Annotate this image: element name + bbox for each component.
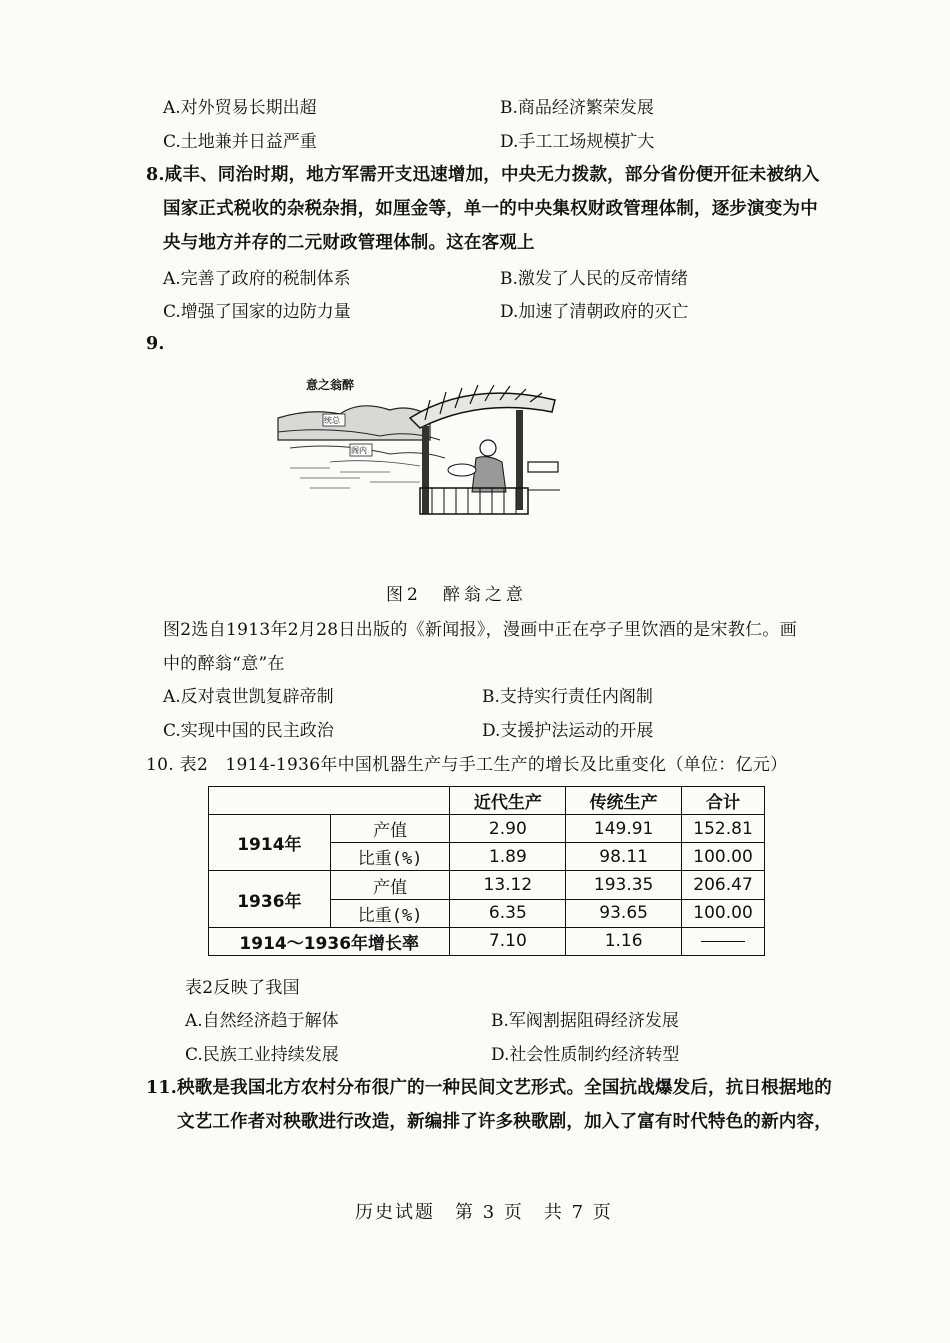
cartoon-label-2: 阁内 bbox=[351, 446, 367, 455]
cell: 100.00 bbox=[682, 899, 765, 927]
table-row bbox=[209, 927, 765, 955]
q11-stem-line1: 11.秧歌是我国北方农村分布很广的一种民间文艺形式。全国抗战爆发后，抗日根据地的 bbox=[146, 1078, 832, 1098]
cell-empty-dash bbox=[682, 927, 765, 955]
q10-option-a: A.自然经济趋于解体 bbox=[185, 1011, 339, 1031]
q10-option-c: C.民族工业持续发展 bbox=[185, 1045, 339, 1065]
q9-option-a: A.反对袁世凯复辟帝制 bbox=[163, 687, 334, 707]
q8-option-d: D.加速了清朝政府的灭亡 bbox=[500, 302, 689, 322]
q8-stem-line3: 央与地方并存的二元财政管理体制。这在客观上 bbox=[163, 233, 535, 253]
row-label-value: 产值 bbox=[330, 871, 450, 899]
q8-stem-line1: 8.咸丰、同治时期，地方军需开支迅速增加，中央无力拨款，部分省份便开征未被纳入 bbox=[146, 165, 820, 185]
cell: 13.12 bbox=[450, 871, 566, 899]
q9-option-c: C.实现中国的民主政治 bbox=[163, 721, 334, 741]
row-label-ratio: 比重(%) bbox=[330, 843, 450, 871]
cell: 2.90 bbox=[450, 815, 566, 843]
q11-stem-line2: 文艺工作者对秧歌进行改造，新编排了许多秧歌剧，加入了富有时代特色的新内容， bbox=[177, 1112, 832, 1132]
q7-option-a: A.对外贸易长期出超 bbox=[163, 98, 317, 118]
q10-option-d: D.社会性质制约经济转型 bbox=[491, 1045, 680, 1065]
q7-option-c: C.土地兼并日益严重 bbox=[163, 132, 317, 152]
cell: 6.35 bbox=[450, 899, 566, 927]
q8-option-c: C.增强了国家的边防力量 bbox=[163, 302, 351, 322]
q8-option-b: B.激发了人民的反帝情绪 bbox=[500, 269, 688, 289]
q9-stem-line2: 中的醉翁“意”在 bbox=[163, 654, 285, 674]
table-row bbox=[209, 871, 765, 899]
row-year-1914: 1914年 bbox=[209, 815, 331, 871]
cell: 93.65 bbox=[566, 899, 682, 927]
cell: 1.16 bbox=[566, 927, 682, 955]
q10-title: 10. 表2 1914-1936年中国机器生产与手工生产的增长及比重变化（单位：亿元） bbox=[146, 755, 788, 775]
row-label-value: 产值 bbox=[330, 815, 450, 843]
row-growth-label: 1914～1936年增长率 bbox=[209, 927, 450, 955]
q8-option-a: A.完善了政府的税制体系 bbox=[163, 269, 351, 289]
cell: 98.11 bbox=[566, 843, 682, 871]
q7-option-b: B.商品经济繁荣发展 bbox=[500, 98, 654, 118]
dash-mark bbox=[701, 941, 745, 942]
col-total: 合计 bbox=[682, 787, 765, 815]
q8-stem-line2: 国家正式税收的杂税杂捐，如厘金等，单一的中央集权财政管理体制，逐步演变为中 bbox=[163, 199, 818, 219]
table-row bbox=[209, 815, 765, 843]
q10-option-b: B.军阀割据阻碍经济发展 bbox=[491, 1011, 679, 1031]
q9-option-b: B.支持实行责任内阁制 bbox=[482, 687, 653, 707]
row-label-ratio: 比重(%) bbox=[330, 899, 450, 927]
figure-caption: 图2 醉翁之意 bbox=[386, 585, 527, 605]
cartoon-drawing bbox=[270, 370, 570, 520]
cell: 152.81 bbox=[682, 815, 765, 843]
cell: 7.10 bbox=[450, 927, 566, 955]
q10-stem: 表2反映了我国 bbox=[185, 978, 300, 998]
col-modern: 近代生产 bbox=[450, 787, 566, 815]
table-corner-cell bbox=[209, 787, 450, 815]
table-header-row bbox=[209, 787, 765, 815]
q9-stem-line1: 图2选自1913年2月28日出版的《新闻报》，漫画中正在亭子里饮酒的是宋教仁。画 bbox=[163, 620, 798, 640]
cartoon-title: 意之翁醉 bbox=[306, 378, 355, 392]
cell: 1.89 bbox=[450, 843, 566, 871]
data-table bbox=[208, 786, 765, 956]
cell: 100.00 bbox=[682, 843, 765, 871]
cartoon-label-1: 统总 bbox=[324, 416, 340, 425]
cartoon-figure bbox=[270, 370, 570, 520]
cell: 149.91 bbox=[566, 815, 682, 843]
q9-option-d: D.支援护法运动的开展 bbox=[482, 721, 654, 741]
q7-option-d: D.手工工场规模扩大 bbox=[500, 132, 655, 152]
cell: 206.47 bbox=[682, 871, 765, 899]
col-traditional: 传统生产 bbox=[566, 787, 682, 815]
row-year-1936: 1936年 bbox=[209, 871, 331, 927]
q9-number: 9. bbox=[146, 334, 165, 354]
cell: 193.35 bbox=[566, 871, 682, 899]
page-footer: 历史试题 第 3 页 共 7 页 bbox=[355, 1202, 613, 1223]
